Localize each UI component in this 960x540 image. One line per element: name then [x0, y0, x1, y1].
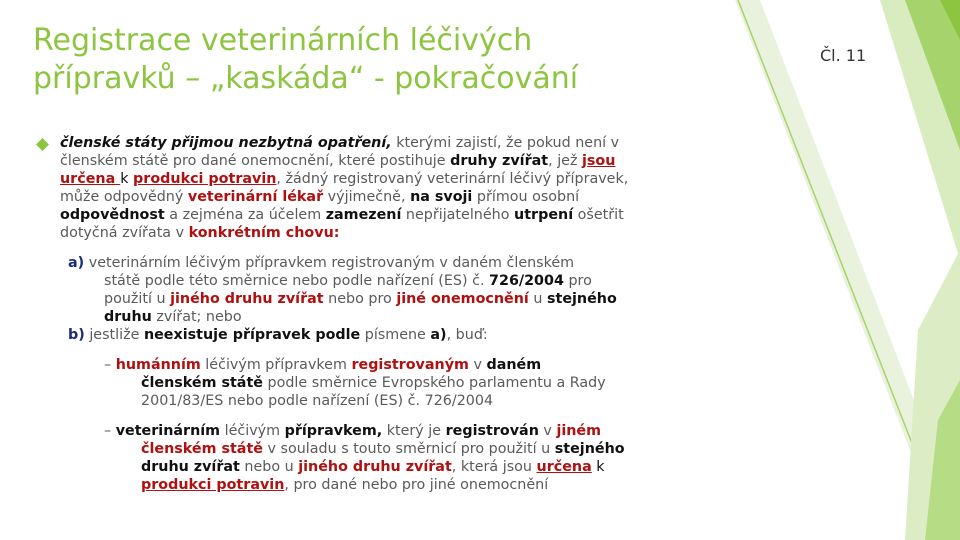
text-run: jiného druhu zvířat	[298, 459, 452, 475]
text-run: druhu	[104, 309, 152, 325]
text-run: v	[468, 357, 487, 373]
bullet-line-1	[60, 136, 619, 152]
text-run: 726/2004	[489, 273, 564, 289]
text-run: ošetřit	[573, 207, 624, 223]
text-run: produkci potravin	[133, 171, 277, 187]
text-run: druhu zvířat	[141, 459, 240, 475]
text-run: –	[104, 423, 116, 439]
text-run: který je	[382, 423, 446, 439]
text-run: členském státě	[141, 441, 263, 457]
text-run: produkci potravin	[141, 477, 285, 493]
text-run: určena	[536, 459, 592, 475]
dash1-line-3	[141, 394, 493, 410]
text-run: , žádný registrovaný veterinární léčivý přípravek,	[276, 171, 629, 187]
text-run: konkrétním chovu:	[188, 225, 340, 241]
bullet-line-4	[60, 190, 579, 206]
text-run: stejného	[546, 291, 617, 307]
text-run: v souladu s touto směrnicí pro použití u	[262, 441, 555, 457]
text-run: pro	[563, 273, 592, 289]
text-run: členské státy přijmou nezbytná opatření,	[60, 135, 392, 151]
slide-title-line-1: Registrace veterinárních léčivých	[33, 23, 533, 58]
text-run: zamezení	[325, 207, 402, 223]
text-run: dotyčná zvířata v	[60, 225, 189, 241]
text-run: k	[120, 171, 134, 187]
text-run: členském státě	[141, 375, 263, 391]
text-run: k	[591, 459, 605, 475]
text-run: může odpovědný	[60, 189, 188, 205]
text-run: stejného	[554, 441, 625, 457]
text-run: podle směrnice Evropského parlamentu a Rady	[262, 375, 606, 391]
text-run: a)	[68, 255, 85, 271]
text-run: daném	[486, 357, 542, 373]
text-run: registrovaným	[351, 357, 469, 373]
dash2-line-2	[141, 442, 625, 458]
text-run: , pro dané nebo pro jiné onemocnění	[284, 477, 549, 493]
text-run: , která jsou	[451, 459, 537, 475]
text-run: , jež	[548, 153, 583, 169]
bullet-line-5	[60, 208, 624, 224]
text-run: použití u	[104, 291, 171, 307]
sub-b-line-1	[68, 328, 488, 344]
text-run: přípravkem,	[284, 423, 383, 439]
bullet-line-3	[60, 172, 628, 188]
text-run: léčivým přípravkem	[200, 357, 352, 373]
text-run: humánním	[115, 357, 201, 373]
text-run: jestliže	[84, 327, 144, 343]
text-run: na svoji	[410, 189, 473, 205]
text-run: 2001/83/ES nebo podle nařízení (ES) č. 726/2004	[141, 393, 494, 409]
dash2-line-4	[141, 478, 548, 494]
text-run: b)	[68, 327, 85, 343]
text-run: přímou osobní	[472, 189, 580, 205]
sub-a-line-2	[104, 274, 592, 290]
text-run: členském státě pro dané onemocnění, které postihuje	[60, 153, 451, 169]
text-run: zvířat; nebo	[151, 309, 242, 325]
text-run: –	[104, 357, 116, 373]
text-run: v	[538, 423, 557, 439]
text-run: neexistuje přípravek podle	[143, 327, 361, 343]
diamond-bullet-icon	[36, 138, 49, 151]
text-run: kterými zajistí, že pokud není v	[391, 135, 620, 151]
slide-title-line-2: přípravků – „kaskáda“ - pokračování	[33, 61, 579, 96]
text-run: veterinární lékař	[187, 189, 324, 205]
text-run: druhy zvířat	[450, 153, 549, 169]
text-run: a)	[430, 327, 447, 343]
text-run: registrován	[445, 423, 539, 439]
bullet-line-2	[60, 154, 615, 170]
dash1-line-1	[104, 358, 541, 374]
text-run: výjimečně,	[323, 189, 411, 205]
sub-a-line-3	[104, 292, 617, 308]
text-run: veterinárním	[115, 423, 221, 439]
text-run: léčivým	[220, 423, 285, 439]
text-run: jiné onemocnění	[396, 291, 529, 307]
text-run: nebo u	[239, 459, 299, 475]
dash1-line-2	[141, 376, 606, 392]
sub-a-line-4	[104, 310, 242, 326]
text-run: a zejména za účelem	[164, 207, 326, 223]
text-run: jiném	[556, 423, 602, 439]
text-run: , buď:	[446, 327, 488, 343]
text-run: státě podle této směrnice nebo podle nařízení (ES) č.	[104, 273, 490, 289]
text-run: písmene	[360, 327, 431, 343]
article-label: Čl. 11	[820, 46, 867, 65]
text-run: jsou	[582, 153, 616, 169]
text-run: nebo pro	[323, 291, 397, 307]
text-run: veterinárním léčivým přípravkem registrovaným v daném členském	[84, 255, 575, 271]
text-run: určena	[60, 171, 121, 187]
text-run: odpovědnost	[60, 207, 165, 223]
text-run: jiného druhu zvířat	[170, 291, 324, 307]
bullet-line-6	[60, 226, 339, 242]
text-run: utrpení	[514, 207, 574, 223]
sub-a-line-1	[68, 256, 574, 272]
text-run: nepřijatelného	[401, 207, 515, 223]
text-run: u	[528, 291, 547, 307]
dash2-line-3	[141, 460, 605, 476]
dash2-line-1	[104, 424, 601, 440]
